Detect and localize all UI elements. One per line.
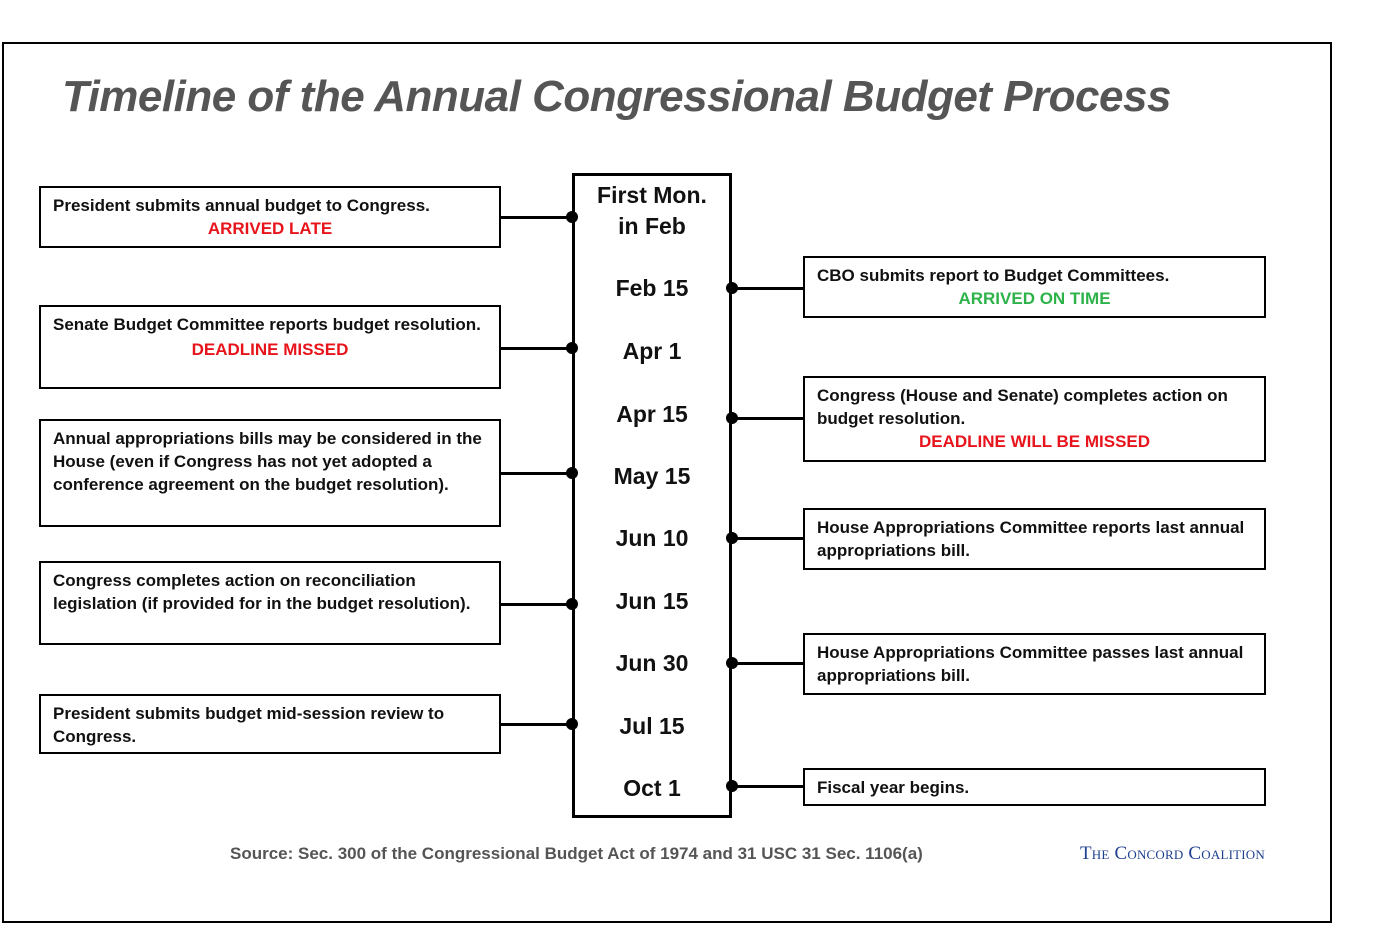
- timeline-dot: [726, 412, 738, 424]
- event-status-label: ARRIVED ON TIME: [958, 289, 1111, 308]
- event-text: Congress completes action on reconciliation legislation (if provided for in the budget resolution).: [53, 571, 471, 613]
- right-event-box: [803, 256, 1266, 318]
- right-event-box: [803, 633, 1266, 695]
- organization-logo: The Concord Coalition: [1080, 843, 1265, 864]
- left-event-box: [39, 305, 501, 389]
- connector-line: [501, 347, 572, 350]
- event-text: President submits annual budget to Congress.: [53, 196, 430, 215]
- connector-line: [732, 417, 803, 420]
- timeline-dot: [726, 282, 738, 294]
- event-text: Annual appropriations bills may be considered in the House (even if Congress has not yet adopted a conference agreement on the budget resolution).: [53, 429, 482, 494]
- timeline-dot: [566, 211, 578, 223]
- connector-line: [501, 472, 572, 475]
- timeline-dot: [726, 532, 738, 544]
- event-text: House Appropriations Committee reports last annual appropriations bill.: [817, 518, 1245, 560]
- timeline-dot: [566, 598, 578, 610]
- diagram-title: Timeline of the Annual Congressional Budget Process: [62, 72, 1171, 121]
- event-status-label: ARRIVED LATE: [207, 219, 333, 238]
- source-citation: Source: Sec. 300 of the Congressional Budget Act of 1974 and 31 USC 31 Sec. 1106(a): [230, 844, 923, 863]
- event-text: CBO submits report to Budget Committees.: [817, 266, 1170, 285]
- timeline-date: Apr 1: [622, 338, 682, 364]
- connector-line: [732, 785, 803, 788]
- timeline-dot: [726, 780, 738, 792]
- event-text: Congress (House and Senate) completes action on budget resolution.: [817, 386, 1228, 428]
- connector-line: [501, 723, 572, 726]
- timeline-date: Jun 15: [615, 588, 689, 614]
- timeline-date: Oct 1: [623, 775, 681, 801]
- left-event-box: [39, 694, 501, 754]
- event-text: President submits budget mid-session review to Congress.: [53, 704, 445, 746]
- timeline-dot: [726, 657, 738, 669]
- left-event-box: [39, 186, 501, 248]
- timeline-date: Feb 15: [615, 275, 689, 301]
- timeline-dot: [566, 467, 578, 479]
- left-event-box: [39, 419, 501, 527]
- event-text: House Appropriations Committee passes last annual appropriations bill.: [817, 643, 1244, 685]
- connector-line: [732, 662, 803, 665]
- connector-line: [501, 216, 572, 219]
- timeline-date: First Mon. in Feb: [597, 182, 707, 239]
- right-event-box: [803, 376, 1266, 462]
- connector-line: [732, 287, 803, 290]
- event-status-label: DEADLINE WILL BE MISSED: [918, 432, 1151, 451]
- event-text: Fiscal year begins.: [817, 778, 970, 797]
- timeline-date: Jul 15: [619, 713, 685, 739]
- timeline-dot: [566, 342, 578, 354]
- right-event-box: [803, 768, 1266, 806]
- event-status-label: DEADLINE MISSED: [191, 340, 349, 359]
- left-event-box: [39, 561, 501, 645]
- timeline-date: May 15: [613, 463, 691, 489]
- timeline-date: Jun 30: [615, 650, 689, 676]
- timeline-date: Jun 10: [615, 525, 689, 551]
- timeline-dot: [566, 718, 578, 730]
- event-text: Senate Budget Committee reports budget resolution.: [53, 315, 481, 334]
- right-event-box: [803, 508, 1266, 570]
- connector-line: [732, 537, 803, 540]
- timeline-date: Apr 15: [616, 401, 688, 427]
- connector-line: [501, 603, 572, 606]
